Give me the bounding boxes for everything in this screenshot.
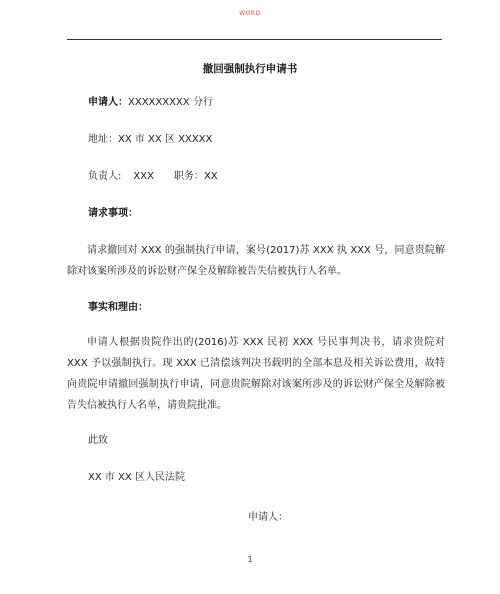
facts-body: 申请人根据贵院作出的(2016)苏 XXX 民初 XXX 号民事判决书，请求贵院对 XXX 予以强制执行。现 XXX 已清偿该判决书载明的全部本息及相关诉讼费用，故特向贵院申请撤回强制执行申请，同意贵院解除对该案所涉及的诉讼财产保全及解除被告失信被执行人名单，请贵院批准。: [67, 337, 445, 411]
applicant-value: XXXXXXXXX 分行: [128, 97, 213, 108]
principal-line: [88, 170, 218, 184]
page-number: 1: [247, 555, 253, 564]
position-label: 职务：: [173, 171, 204, 182]
requests-heading: 请求事项：: [88, 208, 138, 219]
applicant-label: 申请人：: [88, 97, 128, 108]
court-name: XX 市 XX 区人民法院: [88, 472, 185, 483]
principal-label: 负责人:: [88, 171, 122, 182]
position-value: XX: [203, 171, 218, 182]
header-rule: [67, 39, 442, 40]
address-line: 地址：XX 市 XX 区 XXXXX: [88, 134, 213, 145]
document-title: 撤回强制执行申请书: [202, 63, 298, 75]
requests-body: 请求撤回对 XXX 的强制执行申请，案号(2017)苏 XXX 执 XXX 号，同意贵院解除对该案所涉及的诉讼财产保全及解除被告失信被执行人名单。: [67, 245, 445, 277]
salutation: 此致: [88, 435, 108, 446]
principal-value: XXX: [133, 171, 154, 182]
applicant-line: [88, 96, 213, 110]
facts-heading: 事实和理由：: [88, 302, 148, 313]
signature-label: 申请人：: [248, 512, 288, 523]
header-mark: WORD: [239, 10, 261, 17]
